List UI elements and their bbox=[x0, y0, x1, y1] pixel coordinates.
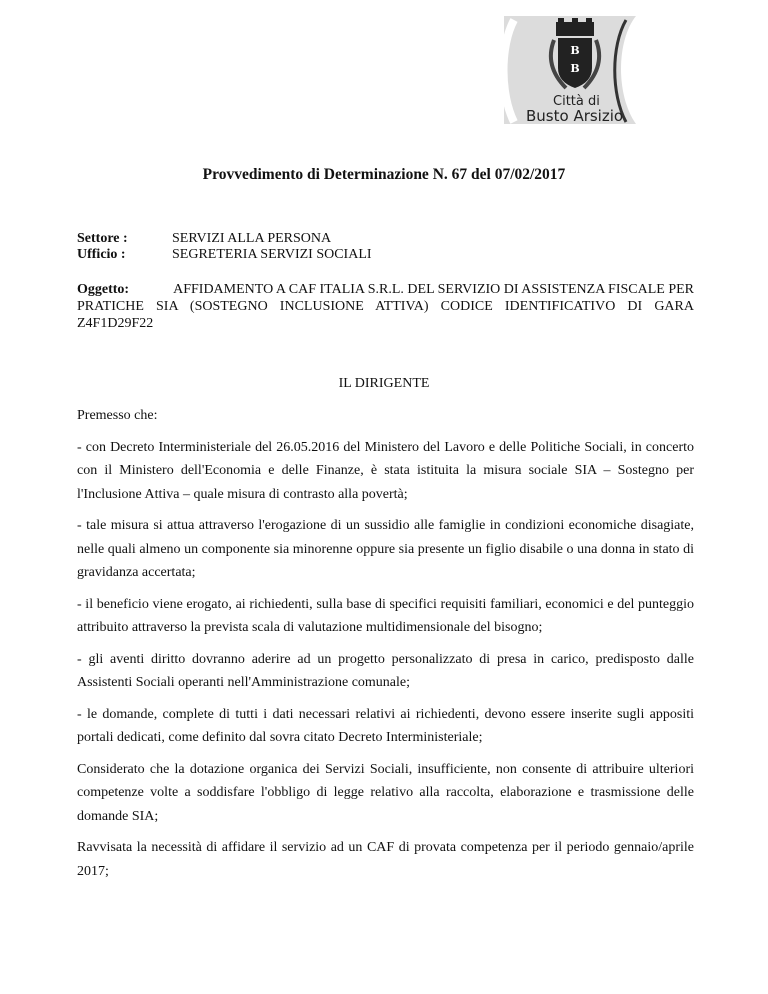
settore-label: Settore : bbox=[77, 231, 128, 246]
document-body bbox=[77, 404, 694, 891]
ufficio-row bbox=[77, 247, 372, 263]
body-paragraph: - tale misura si attua attraverso l'erogazione di un sussidio alle famiglie in condizioni economiche disagiate, nelle quali almeno un componente sia minorenne oppure sia presente un figlio disabile o una donna in stato di gravidanza accertata; bbox=[77, 518, 694, 580]
logo-letter-1: B bbox=[570, 44, 580, 57]
oggetto-label: Oggetto: bbox=[77, 282, 130, 297]
ufficio-label: Ufficio : bbox=[77, 247, 126, 262]
logo-city-prefix: Città di bbox=[553, 94, 600, 109]
logo-city-name: Busto Arsizio bbox=[526, 107, 624, 125]
body-paragraph: Considerato che la dotazione organica dei Servizi Sociali, insufficiente, non consente di attribuire ulteriori competenze volte a soddisfare l'obbligo di legge relativo alla raccolta, elaborazione e trasmissione delle domande SIA; bbox=[77, 761, 694, 824]
logo-letter-2: B bbox=[570, 62, 580, 75]
body-paragraph: - le domande, complete di tutti i dati necessari relativi ai richiedenti, devono essere inserite sugli appositi portali dedicati, come definito dal sovra citato Decreto Interministeriale; bbox=[77, 706, 694, 745]
settore-value: SERVIZI ALLA PERSONA bbox=[172, 231, 332, 246]
settore-row bbox=[77, 231, 331, 247]
section-heading: IL DIRIGENTE bbox=[338, 376, 430, 391]
oggetto-text: AFFIDAMENTO A CAF ITALIA S.R.L. DEL SERVIZIO DI ASSISTENZA FISCALE PER PRATICHE SIA (SOSTEGNO INCLUSIONE ATTIVA) CODICE IDENTIFICATIVO DI GARA Z4F1D29F22 bbox=[77, 282, 694, 331]
body-paragraph: - il beneficio viene erogato, ai richiedenti, sulla base di specifici requisiti familiari, economici e del punteggio attribuito attraverso la prevista scala di valutazione multidimensionale del bisogno; bbox=[77, 596, 694, 635]
body-paragraph: - gli aventi diritto dovranno aderire ad un progetto personalizzato di presa in carico, predisposto dalle Assistenti Sociali operanti nell'Amministrazione comunale; bbox=[77, 651, 694, 690]
oggetto-block bbox=[77, 281, 694, 332]
body-paragraph: Ravvisata la necessità di affidare il servizio ad un CAF di provata competenza per il periodo gennaio/aprile 2017; bbox=[77, 840, 694, 879]
body-paragraph: Premesso che: bbox=[77, 408, 158, 423]
body-paragraph: - con Decreto Interministeriale del 26.05.2016 del Ministero del Lavoro e delle Politiche Sociali, in concerto con il Ministero dell'Economia e delle Finanze, è stata istituita la misura sociale SIA – Sostegno per l'Inclusione Attiva – quale misura di contrasto alla povertà; bbox=[77, 439, 694, 502]
ufficio-value: SEGRETERIA SERVIZI SOCIALI bbox=[172, 247, 372, 262]
document-title: Provvedimento di Determinazione N. 67 del 07/02/2017 bbox=[202, 166, 566, 183]
